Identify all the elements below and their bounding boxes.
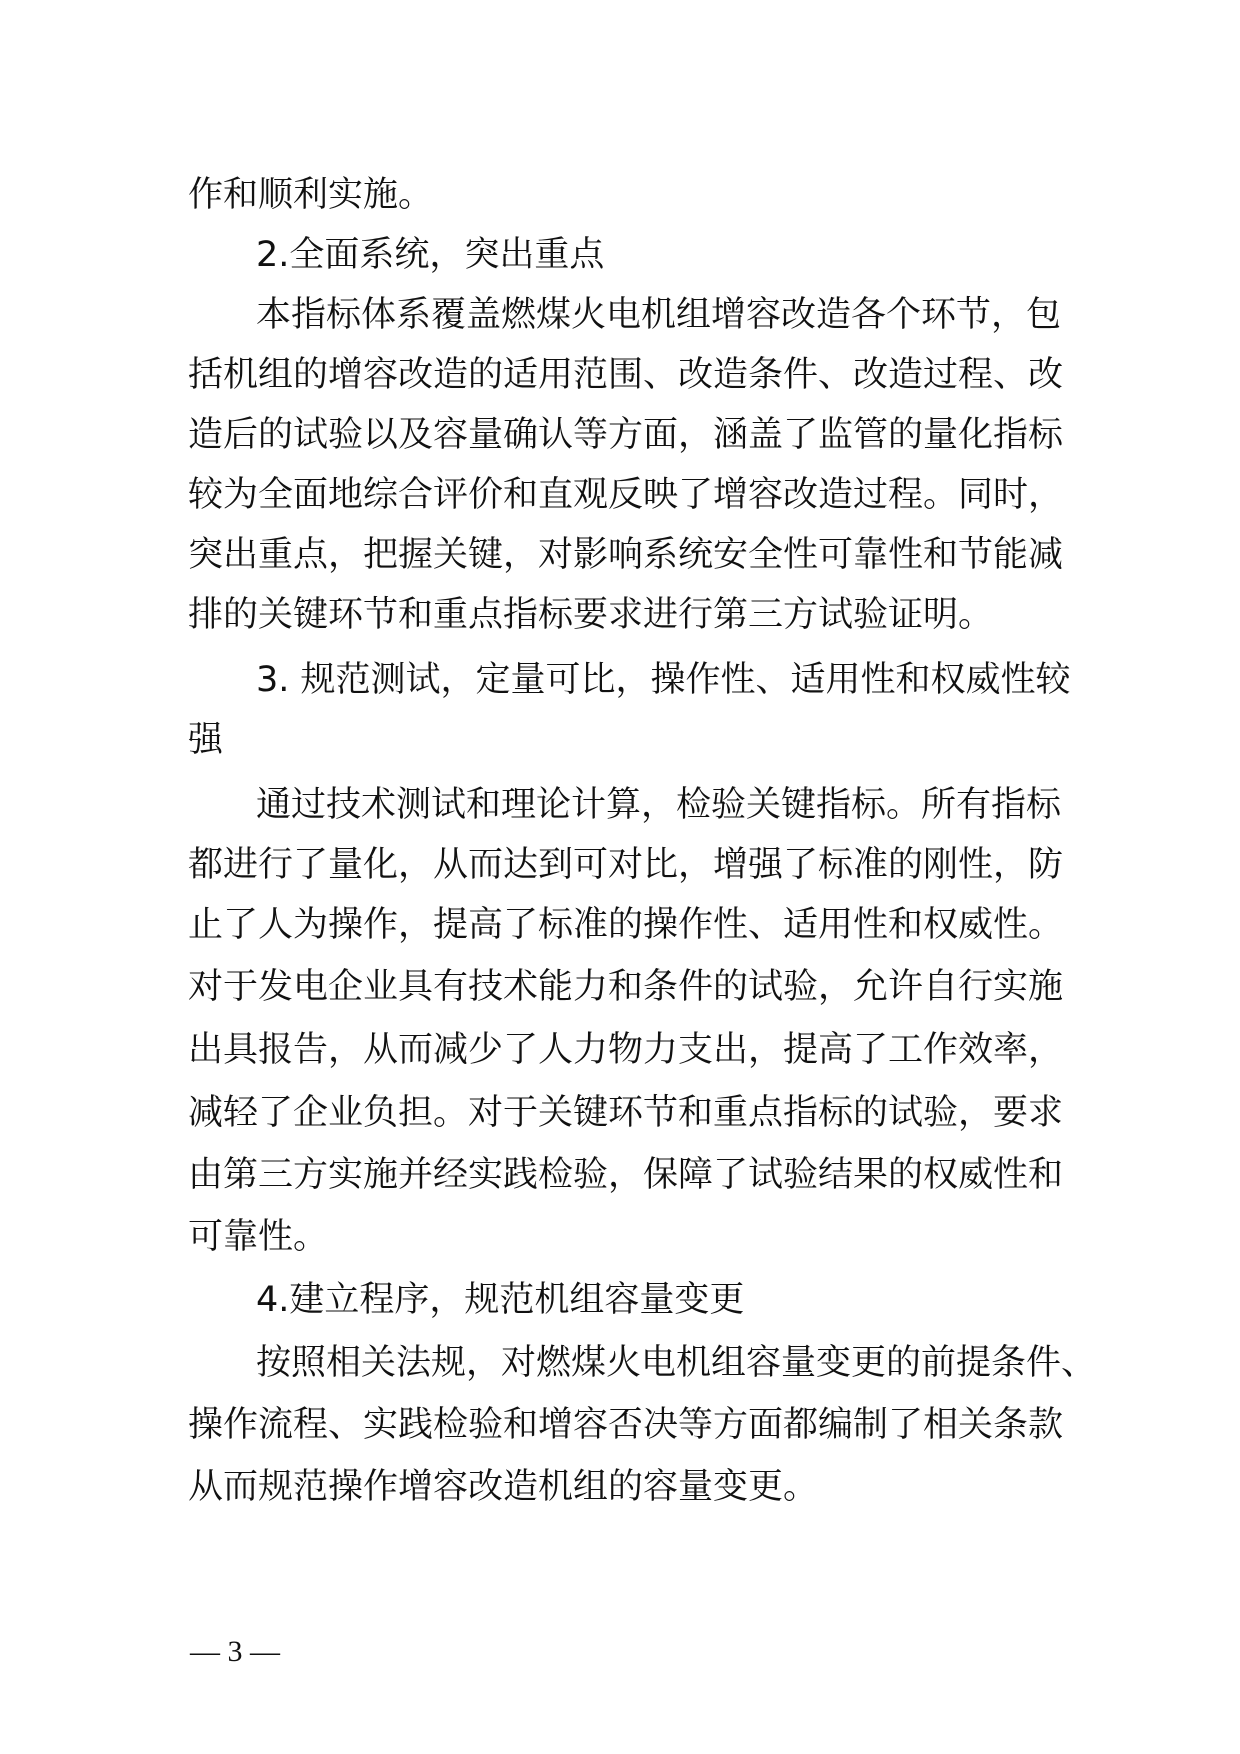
text-line: 排的关键环节和重点指标要求进行第三方试验证明。 xyxy=(188,595,994,635)
text-line: 对于发电企业具有技术能力和条件的试验，允许自行实施 xyxy=(188,967,1064,1007)
page-number: — 3 — xyxy=(190,1635,280,1668)
section-heading: 3. 规范测试，定量可比，操作性、适用性和权威性较 xyxy=(256,660,1071,700)
text-line: 作和顺利实施。 xyxy=(188,175,434,215)
text-line: 通过技术测试和理论计算，检验关键指标。所有指标 xyxy=(256,785,1062,825)
text-line: 造后的试验以及容量确认等方面，涵盖了监管的量化指标 xyxy=(188,415,1064,455)
text-line: 出具报告，从而减少了人力物力支出，提高了工作效率， xyxy=(188,1030,1064,1070)
text-line: 较为全面地综合评价和直观反映了增容改造过程。同时， xyxy=(188,475,1064,515)
text-line: 减轻了企业负担。对于关键环节和重点指标的试验，要求 xyxy=(188,1093,1064,1133)
section-heading: 2.全面系统，突出重点 xyxy=(256,235,605,275)
text-line: 操作流程、实践检验和增容否决等方面都编制了相关条款 xyxy=(188,1405,1064,1445)
text-line: 括机组的增容改造的适用范围、改造条件、改造过程、改 xyxy=(188,355,1064,395)
text-line: 都进行了量化，从而达到可对比，增强了标准的刚性，防 xyxy=(188,845,1064,885)
text-line: 从而规范操作增容改造机组的容量变更。 xyxy=(188,1467,819,1507)
section-heading-continued: 强 xyxy=(188,720,224,760)
text-line: 按照相关法规，对燃煤火电机组容量变更的前提条件、 xyxy=(256,1343,1097,1383)
section-heading: 4.建立程序，规范机组容量变更 xyxy=(256,1280,745,1320)
text-line: 由第三方实施并经实践检验，保障了试验结果的权威性和 xyxy=(188,1155,1064,1195)
text-line: 可靠性。 xyxy=(188,1217,329,1257)
text-line: 突出重点，把握关键，对影响系统安全性可靠性和节能减 xyxy=(188,535,1064,575)
text-line: 止了人为操作，提高了标准的操作性、适用性和权威性。 xyxy=(188,905,1064,945)
text-line: 本指标体系覆盖燃煤火电机组增容改造各个环节，包 xyxy=(256,295,1062,335)
